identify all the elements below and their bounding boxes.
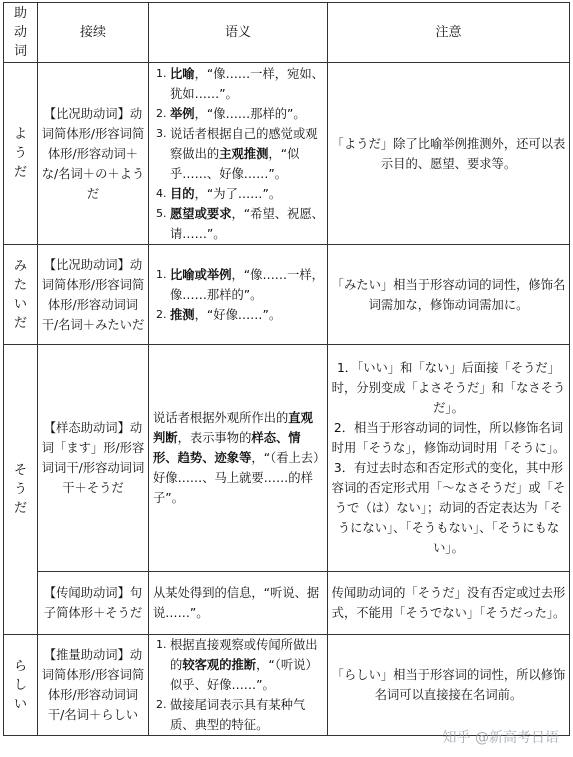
meaning-item: 1. 比喻，“像……一样，宛如、犹如……”。 — [156, 66, 324, 101]
meaning-list — [152, 635, 324, 735]
aux-cell: みたいだ — [4, 245, 38, 345]
note-item: 1．「いい」和「ない」后面接「そうだ」时，分别变成「よさそうだ」和「なさそうだ」。 — [331, 361, 566, 415]
meaning-item: 5. 愿望或要求，“希望、祝愿、请……”。 — [156, 206, 324, 241]
meaning-cell — [149, 635, 328, 736]
table-row — [4, 572, 570, 635]
connection-cell: 【推量助动词】动词简体形/形容词简体形/形容动词词干/名词＋らしい — [38, 635, 149, 736]
meaning-item: 2. 做接尾词表示具有某种气质、典型的特征。 — [156, 698, 306, 732]
connection-cell: 【样态助动词】动词「ます」形/形容词词干/形容动词词干＋そうだ — [38, 345, 149, 572]
note-item: 3．有过去时态和否定形式的变化，其中形容词的否定形式用「～なさそうだ」或「そうで（は）ない」；动词的否定表达为「そうにない」、「そうもない」、「そうにもない」。 — [331, 461, 566, 555]
header-connection: 接续 — [38, 3, 149, 63]
aux-cell: そうだ — [4, 345, 38, 635]
connection-cell: 【比况助动词】动词简体形/形容词简体形/形容动词＋な/名词＋の＋ようだ — [38, 63, 149, 245]
connection-cell: 【传闻助动词】句子简体形＋そうだ — [38, 572, 149, 635]
aux-cell: らしい — [4, 635, 38, 736]
aux-cell: ようだ — [4, 63, 38, 245]
table-row — [4, 245, 570, 345]
meaning-cell: 从某处得到的信息，“听说、据说……”。 — [149, 572, 328, 635]
meaning-cell: 说话者根据外观所作出的直观判断，表示事物的样态、情形、趋势、迹象等，“（看上去）好像……、马上就要……的样子”。 — [149, 345, 328, 572]
meaning-item: 1. 比喻或举例，“像……一样，像……那样的”。 — [156, 267, 324, 302]
meaning-item: 1. 根据直接观察或传闻所做出的较客观的推断，“（听说）似乎、好像……”。 — [156, 638, 318, 692]
meaning-item: 4. 目的，“为了……”。 — [156, 186, 282, 201]
notes-cell: 传闻助动词的「そうだ」没有否定或过去形式，不能用「そうでない」「そうだった」。 — [328, 572, 570, 635]
table-row — [4, 63, 570, 245]
notes-cell: 「みたい」相当于形容动词的词性，修饰名词需加な，修饰动词需加に。 — [328, 245, 570, 345]
meaning-list — [152, 64, 324, 244]
header-notes: 注意 — [328, 3, 570, 63]
grammar-table — [3, 2, 570, 736]
note-item: 2．相当于形容动词的词性，所以修饰名词时用「そうな」，修饰动词时用「そうに」。 — [331, 421, 566, 455]
table-row — [4, 635, 570, 736]
notes-cell — [328, 345, 570, 572]
meaning-item: 3. 说话者根据自己的感觉或观察做出的主观推测，“似乎……、好像……”。 — [156, 126, 318, 181]
meaning-cell — [149, 245, 328, 345]
header-row — [4, 3, 570, 63]
notes-cell: 「ようだ」除了比喻举例推测外，还可以表示目的、愿望、要求等。 — [328, 63, 570, 245]
header-aux: 助动词 — [4, 3, 38, 63]
notes-cell: 「らしい」相当于形容词的词性，所以修饰名词可以直接接在名词前。 — [328, 635, 570, 736]
meaning-list — [152, 265, 324, 325]
meaning-cell — [149, 63, 328, 245]
connection-cell: 【比况助动词】动词简体形/形容词简体形/形容动词词干/名词＋みたいだ — [38, 245, 149, 345]
meaning-item: 2. 推测，“好像……”。 — [156, 307, 282, 322]
meaning-item: 2. 举例，“像……那样的”。 — [156, 106, 306, 121]
table-row — [4, 345, 570, 572]
header-meaning: 语义 — [149, 3, 328, 63]
watermark: 知乎 @新高考日语 — [442, 730, 559, 746]
